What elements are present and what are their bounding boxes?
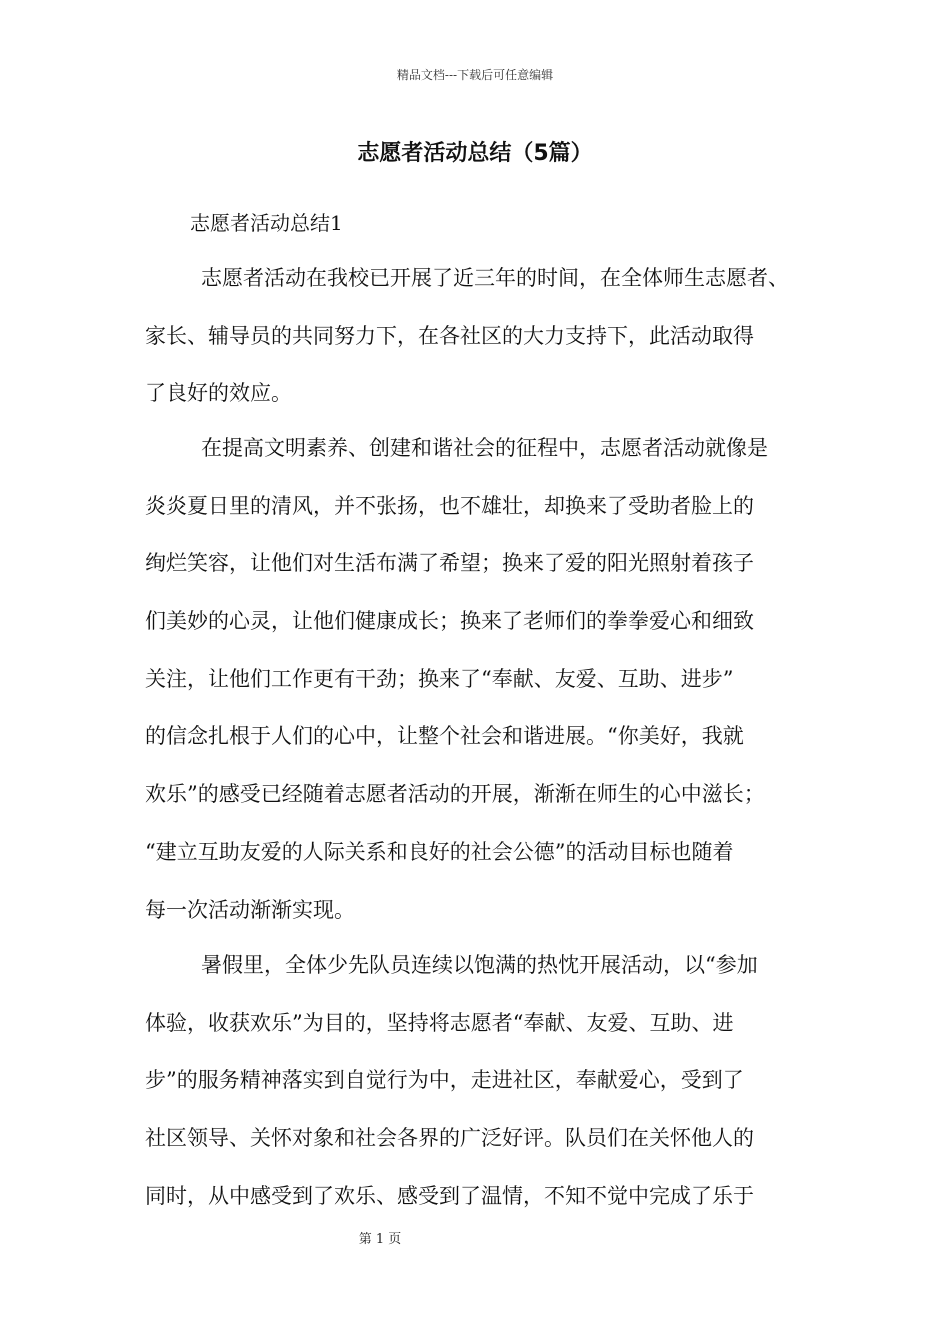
paragraph-line: 在提高文明素养、创建和谐社会的征程中，志愿者活动就像是 — [201, 436, 768, 460]
paragraph-line: 绚烂笑容，让他们对生活布满了希望；换来了爱的阳光照射着孩子 — [145, 551, 754, 576]
paragraph-1 — [145, 250, 815, 423]
section-title: 志愿者活动总结1 — [190, 211, 343, 235]
paragraph-line: 每一次活动渐渐实现。 — [145, 897, 355, 922]
paragraph-line: 炎炎夏日里的清风，并不张扬，也不雄壮，却换来了受助者脸上的 — [145, 493, 754, 518]
paragraph-line: 了良好的效应。 — [145, 381, 292, 406]
paragraph-line: 欢乐”的感受已经随着志愿者活动的开展，渐渐在师生的心中滋长； — [145, 782, 765, 807]
paragraph-3 — [145, 937, 815, 1225]
paragraph-line: “建立互助友爱的人际关系和良好的社会公德”的活动目标也随着 — [145, 839, 734, 864]
paragraph-line: 关注，让他们工作更有干劲；换来了“奉献、友爱、互助、进步” — [145, 666, 734, 691]
paragraph-line: 体验，收获欢乐”为目的，坚持将志愿者“奉献、友爱、互助、进 — [145, 1010, 734, 1035]
paragraph-line: 们美妙的心灵，让他们健康成长；换来了老师们的拳拳爱心和细致 — [145, 609, 754, 634]
paragraph-line: 志愿者活动在我校已开展了近三年的时间，在全体师生志愿者、 — [201, 266, 789, 290]
paragraph-line: 的信念扎根于人们的心中，让整个社会和谐进展。“你美好，我就 — [145, 724, 744, 749]
page-header: 精品文档---下载后可任意编辑 — [396, 68, 554, 82]
paragraph-line: 同时，从中感受到了欢乐、感受到了温情，不知不觉中完成了乐于 — [145, 1183, 754, 1208]
paragraph-2 — [145, 420, 815, 939]
paragraph-line: 步”的服务精神落实到自觉行为中，走进社区，奉献爱心，受到了 — [145, 1068, 744, 1093]
page-number: 第 1 页 — [358, 1232, 402, 1247]
document-title: 志愿者活动总结（5篇） — [357, 141, 593, 166]
paragraph-line: 暑假里，全体少先队员连续以饱满的热忱开展活动，以“参加 — [201, 953, 758, 977]
paragraph-line: 家长、辅导员的共同努力下，在各社区的大力支持下，此活动取得 — [145, 323, 754, 348]
paragraph-line: 社区领导、关怀对象和社会各界的广泛好评。队员们在关怀他人的 — [145, 1126, 754, 1151]
